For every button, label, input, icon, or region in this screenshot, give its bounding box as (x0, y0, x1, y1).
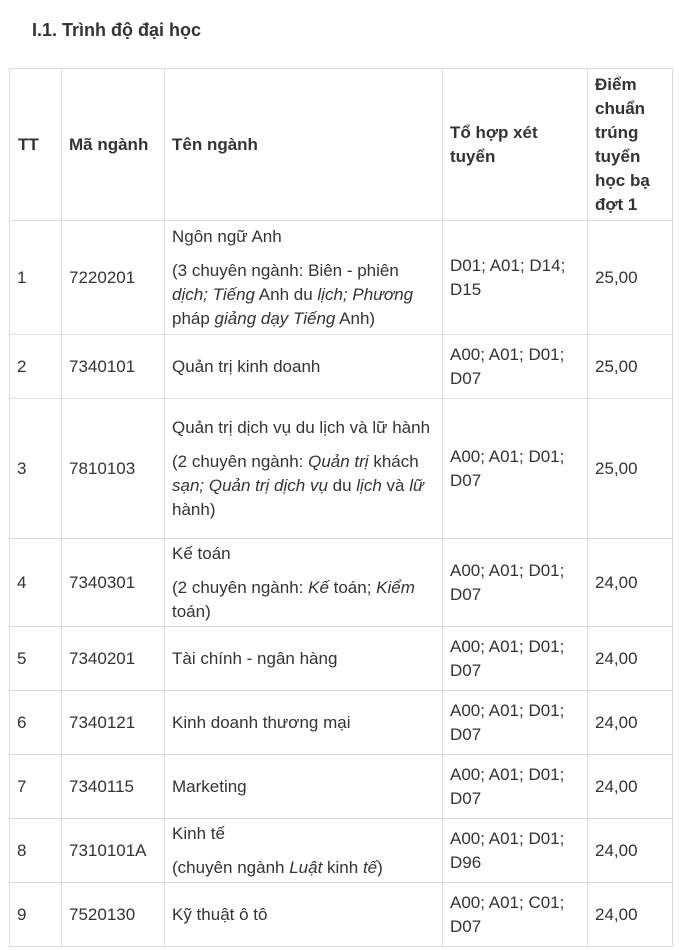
major-name: Ngôn ngữ Anh (172, 226, 282, 246)
row-name-cell (165, 627, 443, 691)
row-name-cell (165, 539, 443, 627)
header-tt: TT (10, 69, 62, 221)
row-score: 24,00 (588, 819, 673, 883)
row-tt: 4 (10, 539, 62, 627)
major-name: Tài chính - ngân hàng (172, 648, 338, 668)
italic-term: dịch; Tiếng (172, 284, 256, 304)
row-tt: 6 (10, 691, 62, 755)
italic-term: sạn; Quản trị dịch vụ (172, 475, 328, 495)
row-tt: 3 (10, 399, 62, 539)
row-score: 24,00 (588, 755, 673, 819)
row-combo: A00; A01; C01; D07 (443, 883, 588, 947)
table-body (10, 221, 673, 947)
row-name-cell (165, 691, 443, 755)
table-row (10, 399, 673, 539)
row-tt: 7 (10, 755, 62, 819)
major-name: Quản trị kinh doanh (172, 356, 321, 376)
major-name: Kỹ thuật ô tô (172, 904, 268, 924)
row-name-cell (165, 819, 443, 883)
row-score: 25,00 (588, 399, 673, 539)
row-score: 24,00 (588, 691, 673, 755)
italic-term: Luật (289, 857, 323, 877)
row-code: 7220201 (62, 221, 165, 335)
row-combo: A00; A01; D01; D07 (443, 691, 588, 755)
row-score: 25,00 (588, 221, 673, 335)
row-name-cell (165, 399, 443, 539)
row-combo: D01; A01; D14; D15 (443, 221, 588, 335)
major-specializations: (2 chuyên ngành: Quản trị khách sạn; Quản trị dịch vụ du lịch và lữ hành) (172, 451, 424, 519)
italic-term: Quản trị (308, 451, 369, 471)
row-tt: 9 (10, 883, 62, 947)
row-code: 7340115 (62, 755, 165, 819)
major-specializations: (chuyên ngành Luật kinh tế) (172, 857, 383, 877)
header-combo: Tổ hợp xét tuyển (443, 69, 588, 221)
header-score: Điểm chuẩn trúng tuyển học bạ đợt 1 (588, 69, 673, 221)
row-code: 7310101A (62, 819, 165, 883)
table-row (10, 819, 673, 883)
row-tt: 1 (10, 221, 62, 335)
row-code: 7340101 (62, 335, 165, 399)
italic-term: lữ (409, 475, 424, 495)
row-code: 7520130 (62, 883, 165, 947)
table-row (10, 691, 673, 755)
row-code: 7810103 (62, 399, 165, 539)
row-code: 7340201 (62, 627, 165, 691)
row-tt: 8 (10, 819, 62, 883)
row-name-cell (165, 755, 443, 819)
row-score: 24,00 (588, 539, 673, 627)
row-combo: A00; A01; D01; D96 (443, 819, 588, 883)
italic-term: Kiểm (376, 577, 415, 597)
major-name: Kinh doanh thương mại (172, 712, 351, 732)
header-code: Mã ngành (62, 69, 165, 221)
row-combo: A00; A01; D01; D07 (443, 335, 588, 399)
table-row (10, 755, 673, 819)
row-combo: A00; A01; D01; D07 (443, 627, 588, 691)
row-combo: A00; A01; D01; D07 (443, 755, 588, 819)
major-name: Kế toán (172, 543, 231, 563)
row-score: 25,00 (588, 335, 673, 399)
italic-term: tế (362, 857, 378, 877)
italic-term: Kế (308, 577, 329, 597)
row-name-cell (165, 221, 443, 335)
major-name: Marketing (172, 776, 247, 796)
row-tt: 2 (10, 335, 62, 399)
table-row (10, 539, 673, 627)
italic-term: lịch (356, 475, 382, 495)
row-tt: 5 (10, 627, 62, 691)
row-code: 7340121 (62, 691, 165, 755)
row-code: 7340301 (62, 539, 165, 627)
table-row (10, 221, 673, 335)
table-row (10, 627, 673, 691)
row-combo: A00; A01; D01; D07 (443, 399, 588, 539)
table-row (10, 335, 673, 399)
row-score: 24,00 (588, 883, 673, 947)
table-header-row (10, 69, 673, 221)
italic-term: giảng dạy Tiếng (214, 308, 336, 328)
row-score: 24,00 (588, 627, 673, 691)
section-title: I.1. Trình độ đại học (32, 20, 202, 40)
row-name-cell (165, 883, 443, 947)
header-name: Tên ngành (165, 69, 443, 221)
row-name-cell (165, 335, 443, 399)
major-name: Quản trị dịch vụ du lịch và lữ hành (172, 417, 431, 437)
table-row (10, 883, 673, 947)
row-combo: A00; A01; D01; D07 (443, 539, 588, 627)
admission-score-table (9, 68, 673, 947)
major-specializations: (2 chuyên ngành: Kế toán; Kiểm toán) (172, 577, 415, 621)
italic-term: lịch; Phương (317, 284, 414, 304)
major-name: Kinh tế (172, 823, 225, 843)
major-specializations: (3 chuyên ngành: Biên - phiên dịch; Tiếng Anh du lịch; Phương pháp giảng dạy Tiếng Anh) (172, 260, 414, 328)
